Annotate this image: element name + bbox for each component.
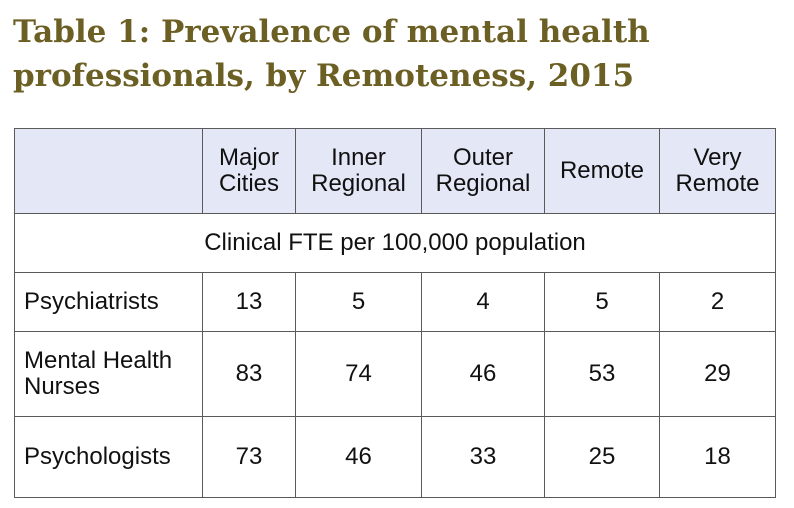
table-row-psychiatrists <box>15 273 776 332</box>
column-header-remote <box>545 129 660 214</box>
cell-value: 18 <box>660 417 776 498</box>
row-label-line: Mental Health <box>24 347 173 374</box>
cell-value: 13 <box>203 273 296 332</box>
cell-value: 33 <box>422 417 545 498</box>
prevalence-table <box>14 128 776 498</box>
header-empty-cell <box>15 129 203 214</box>
column-header-line: Inner <box>331 144 386 171</box>
table-row-mental-health-nurses <box>15 332 776 417</box>
column-header-line: Outer <box>452 144 514 171</box>
row-label-line: Nurses <box>24 373 101 400</box>
table-row-psychologists <box>15 417 776 498</box>
title-line-1: Table 1: Prevalence of mental health <box>13 14 650 50</box>
column-header-line: Regional <box>435 170 531 197</box>
cell-value: 73 <box>203 417 296 498</box>
cell-value: 2 <box>660 273 776 332</box>
column-header-line: Major <box>218 144 279 171</box>
title-line-2: professionals, by Remoteness, 2015 <box>13 58 635 94</box>
column-header-inner-regional <box>296 129 422 214</box>
row-label <box>15 332 203 417</box>
header-row <box>15 129 776 214</box>
cell-value: 29 <box>660 332 776 417</box>
column-header-line: Cities <box>218 170 279 197</box>
cell-value: 5 <box>296 273 422 332</box>
column-header-line: Remote <box>675 170 760 197</box>
column-header-line: Regional <box>311 170 406 197</box>
cell-value: 46 <box>296 417 422 498</box>
table-title <box>13 10 783 98</box>
cell-value: 53 <box>545 332 660 417</box>
cell-value: 83 <box>203 332 296 417</box>
cell-value: 4 <box>422 273 545 332</box>
unit-label: Clinical FTE per 100,000 population <box>15 214 776 273</box>
column-header-outer-regional <box>422 129 545 214</box>
unit-row <box>15 214 776 273</box>
column-header-line: Remote <box>559 157 645 184</box>
column-header-line: Very <box>693 144 742 171</box>
row-label: Psychologists <box>15 417 203 498</box>
cell-value: 25 <box>545 417 660 498</box>
column-header-major-cities <box>203 129 296 214</box>
column-header-very-remote <box>660 129 776 214</box>
cell-value: 74 <box>296 332 422 417</box>
cell-value: 5 <box>545 273 660 332</box>
cell-value: 46 <box>422 332 545 417</box>
row-label: Psychiatrists <box>15 273 203 332</box>
